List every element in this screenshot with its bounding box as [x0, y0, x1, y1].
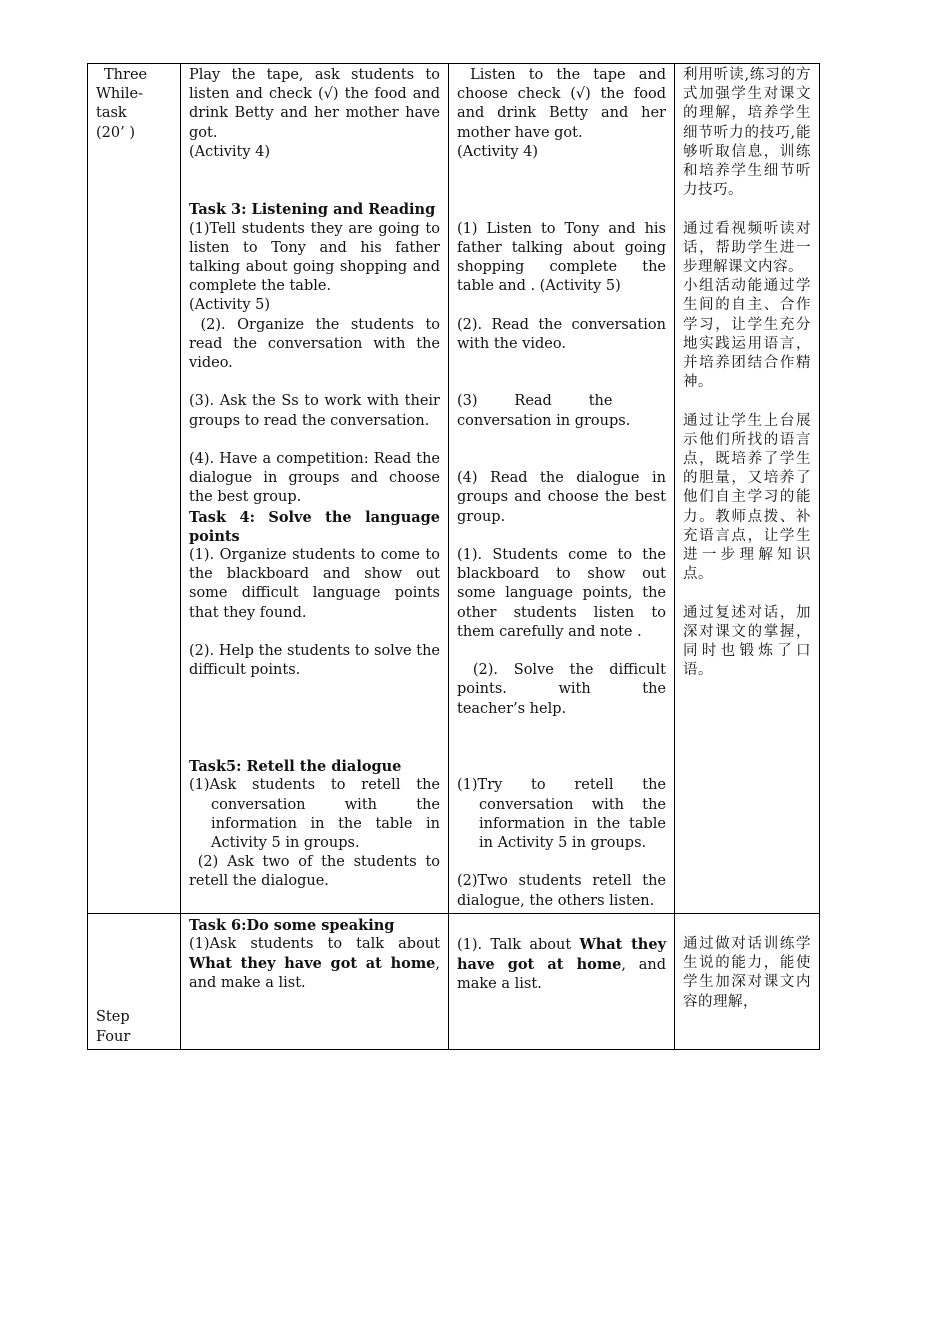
- task-heading: Task 3: Listening and Reading: [189, 201, 436, 219]
- purpose-text: 小组活动能通过学生间的自主、合作学习，让学生充分地实践运用语言，并培养团结合作精神。: [683, 278, 811, 391]
- purpose-text: 通过看视频听读对话，帮助学生进一步理解课文内容。: [683, 220, 811, 276]
- purpose-cell: [675, 64, 820, 914]
- stage-line: Three: [104, 67, 148, 83]
- student-text: (Activity 4): [457, 143, 539, 160]
- stage-cell-four: [88, 913, 181, 1049]
- teacher-text: (1)Ask students to retell the conversation with the information in the table in Activity 5 in groups.: [189, 777, 445, 851]
- student-text-post: , and make a list.: [457, 957, 671, 993]
- teacher-text-pre: (1)Ask students to talk about: [189, 935, 445, 952]
- stage-line: Four: [96, 1028, 131, 1045]
- teacher-text: (2). Organize the students to read the conversation with the video.: [189, 316, 445, 372]
- task-heading: Task5: Retell the dialogue: [189, 758, 402, 776]
- purpose-text: 通过复述对话，加深对课文的掌握，同时也锻炼了口语。: [683, 604, 811, 679]
- teacher-text-post: , and make a list.: [189, 956, 445, 992]
- student-text: (3) Read the conversation in groups.: [457, 393, 631, 429]
- student-text: [457, 935, 672, 995]
- teacher-text: (1). Organize students to come to the blackboard and show out some difficult language points that they found.: [189, 547, 445, 621]
- teacher-text-bold: What they have got at home: [189, 955, 436, 973]
- teacher-activity-cell: [181, 913, 449, 1049]
- teacher-text: Play the tape, ask students to listen and check (√) the food and drink Betty and her mother have got.: [189, 67, 445, 141]
- task-heading: Task 6:Do some speaking: [189, 916, 395, 934]
- student-text: (1) Listen to Tony and his father talking about going shopping complete the table and . (Activity 5): [457, 220, 671, 295]
- student-activity-cell: [449, 64, 675, 914]
- teacher-text: (1)Tell students they are going to listen to Tony and his father talking about going shopping and complete the table.: [189, 220, 445, 295]
- teacher-text: [189, 935, 445, 994]
- stage-cell-three: [88, 64, 181, 914]
- teacher-text: (2) Ask two of the students to retell the dialogue.: [189, 854, 445, 890]
- teacher-text: (Activity 4): [189, 143, 271, 160]
- teacher-activity-cell: [181, 64, 449, 914]
- student-text: (2)Two students retell the dialogue, the others listen.: [457, 873, 671, 909]
- student-text-bold: What they have got at home: [457, 935, 672, 974]
- student-text: (4) Read the dialogue in groups and choose the best group.: [457, 470, 671, 525]
- student-text: Listen to the tape and choose check (√) the food and drink Betty and her mother have got.: [457, 67, 671, 141]
- student-text-pre: (1). Talk about: [457, 936, 580, 953]
- teacher-text: (2). Help the students to solve the difficult points.: [189, 643, 445, 679]
- teacher-text: (Activity 5): [189, 297, 271, 314]
- student-text: (1). Students come to the blackboard to show out some language points, the other students listen to them carefully and note .: [457, 546, 671, 640]
- student-activity-cell: [449, 913, 675, 1049]
- purpose-cell: [675, 913, 820, 1049]
- table-row: [88, 913, 820, 1049]
- purpose-text: 通过做对话训练学生说的能力，能使学生加深对课文内容的理解，: [683, 935, 811, 1010]
- student-text: (2). Solve the difficult points. with the teacher’s help.: [457, 662, 671, 717]
- purpose-text: 利用听读,练习的方式加强学生对课文的理解，培养学生细节听力的技巧,能够听取信息，训练和培养学生细节听力技巧。: [683, 67, 811, 199]
- stage-line: task: [96, 105, 127, 122]
- stage-line: (20’ ): [96, 124, 135, 141]
- student-text: (1)Try to retell the conversation with the information in the table in Activity 5 in groups.: [457, 777, 671, 851]
- table-row: [88, 64, 820, 914]
- teacher-text: (4). Have a competition: Read the dialogue in groups and choose the best group.: [189, 451, 445, 506]
- student-text: (2). Read the conversation with the video.: [457, 316, 671, 352]
- stage-line: While-: [96, 86, 143, 103]
- stage-line: Step: [96, 1009, 130, 1026]
- task-heading: Task 4: Solve the language points: [189, 508, 446, 545]
- lesson-plan-table: [87, 63, 820, 1050]
- teacher-text: (3). Ask the Ss to work with their groups to read the conversation.: [189, 393, 445, 429]
- purpose-text: 通过让学生上台展示他们所找的语言点，既培养了学生的胆量，又培养了他们自主学习的能力。教师点拨、补充语言点，让学生进一步理解知识点。: [683, 412, 811, 583]
